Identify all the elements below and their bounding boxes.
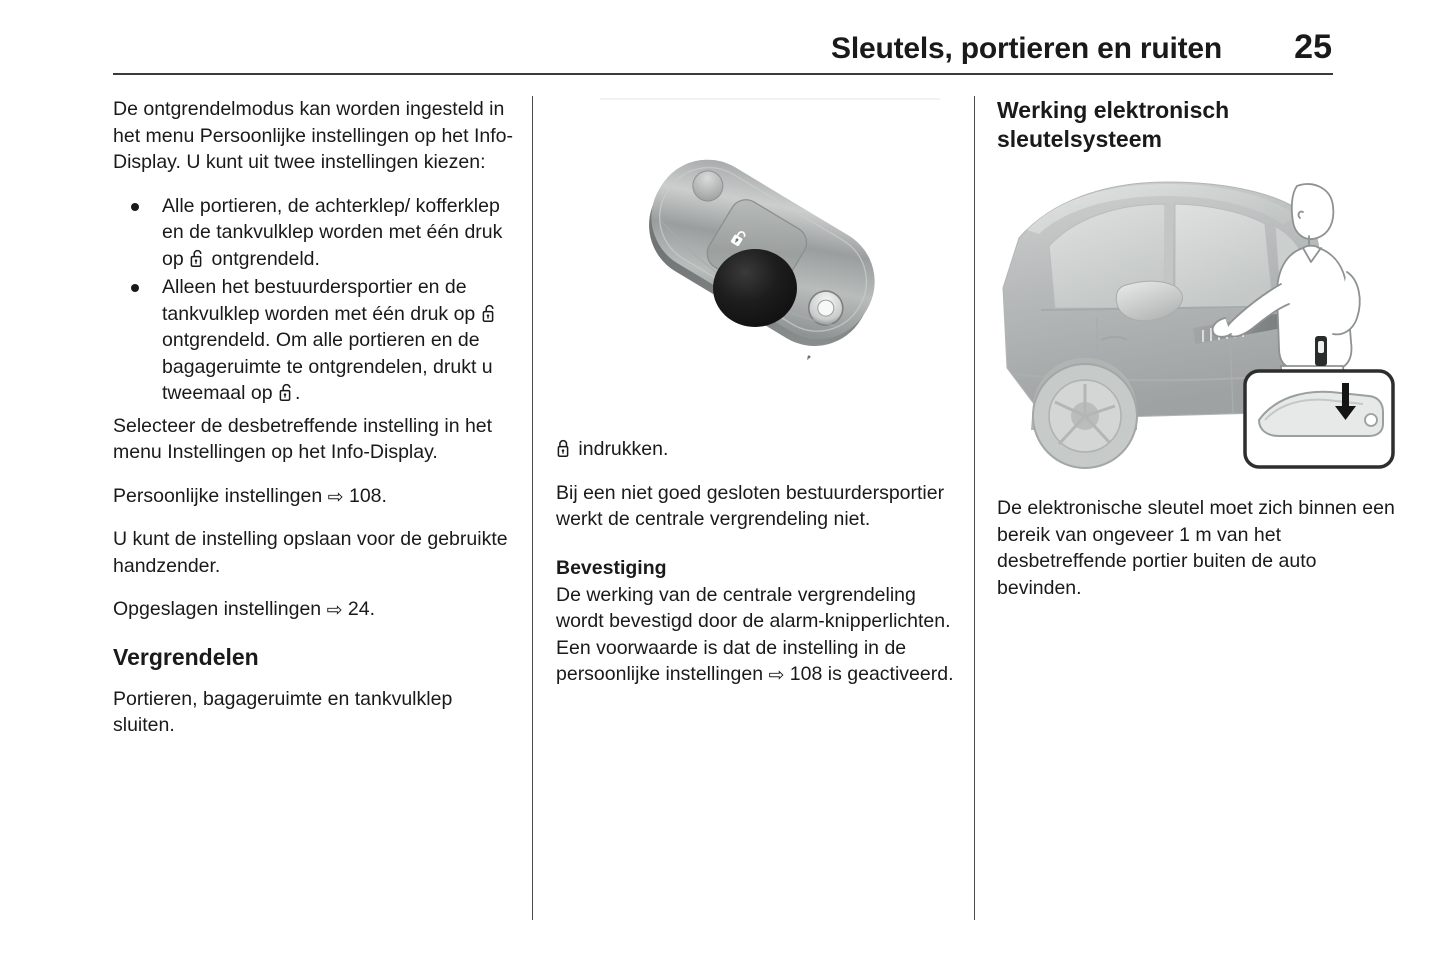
reference-arrow-icon: ⇨ xyxy=(326,600,343,621)
key-range-paragraph: De elektronische sleutel moet zich binnen een bereik van ongeveer 1 m van het desbetreffende portier buiten de auto bevinden. xyxy=(997,497,1395,599)
intro-paragraph: De ontgrendelmodus kan worden ingesteld in het menu Persoonlijke instellingen op het Info-Display. U kunt uit twee instellingen kiezen: xyxy=(113,98,513,173)
left-column xyxy=(113,96,513,756)
bullet-dot-icon xyxy=(131,203,139,211)
column-divider-left xyxy=(532,96,533,920)
list-item xyxy=(113,193,513,273)
confirmation-paragraph xyxy=(556,582,956,688)
select-setting-paragraph: Selecteer de desbetreffende instelling in het menu Instellingen op het Info-Display. xyxy=(113,414,493,463)
bullet-text-part-1: Alle portieren, de achterklep/ kofferklep en de tankvulklep worden met één druk op xyxy=(162,194,503,270)
reference-arrow-icon: ⇨ xyxy=(327,486,344,508)
unlock-icon xyxy=(279,383,294,402)
bullet-dot-icon xyxy=(131,284,139,292)
press-lock-instruction xyxy=(556,436,956,463)
reference-label: Opgeslagen instellingen xyxy=(113,598,322,620)
bullet-text-part-1: Alleen het bestuurdersportier en de tankvulklep worden met één druk op xyxy=(162,276,481,325)
bullet-text-part-3: . xyxy=(294,382,301,404)
bullet-text-part-2: ontgrendeld. xyxy=(206,247,320,270)
right-column xyxy=(997,96,1397,618)
door-handle-inset xyxy=(1245,371,1393,467)
reference-saved-settings xyxy=(113,596,513,623)
section-heading-werking-elektronisch-sleutelsysteem: Werking elektronisch sleutelsysteem xyxy=(997,97,1230,152)
confirmation-text-part-2: 108 is geactiveerd. xyxy=(784,663,954,685)
unlock-icon xyxy=(190,249,205,268)
reference-page: 24. xyxy=(347,598,376,620)
page-title: Sleutels, portieren en ruiten xyxy=(831,32,1222,65)
save-setting-paragraph: U kunt de instelling opslaan voor de gebruikte handzender. xyxy=(113,528,508,577)
unlock-icon xyxy=(482,304,497,323)
reference-label: Persoonlijke instellingen xyxy=(113,484,323,507)
door-not-closed-paragraph: Bij een niet goed gesloten bestuurdersportier werkt de centrale vergrendeling niet. xyxy=(556,481,945,530)
confirmation-text-part-1: De werking van de centrale vergrendeling wordt bevestigd door de alarm-knipperlichten. Een voorwaarde is dat de instelling in de persoonlijke instellingen xyxy=(556,583,951,685)
column-divider-right xyxy=(974,96,975,920)
reference-arrow-icon: ⇨ xyxy=(768,665,785,686)
electronic-key-icon xyxy=(1315,336,1327,366)
press-lock-text: indrukken. xyxy=(573,438,669,460)
person-at-car-door-illustration xyxy=(997,168,1397,473)
reference-personal-settings xyxy=(113,483,513,510)
page-number: 25 xyxy=(1294,28,1332,66)
locking-paragraph: Portieren, bagageruimte en tankvulklep sluiten. xyxy=(113,687,453,736)
lock-icon xyxy=(557,439,572,458)
header-rule xyxy=(113,73,1333,75)
key-lock-icon xyxy=(802,346,818,363)
list-item xyxy=(113,274,513,407)
unlock-mode-bullet-list xyxy=(113,193,513,407)
middle-column xyxy=(556,96,956,705)
subsection-heading-bevestiging: Bevestiging xyxy=(556,556,667,579)
bullet-text-part-2: ontgrendeld. Om alle portieren en de bagageruimte te ontgrendelen, drukt u tweemaal op xyxy=(162,329,493,404)
page-header xyxy=(113,28,1332,76)
section-heading-vergrendelen: Vergrendelen xyxy=(113,643,259,670)
remote-key-fob-illustration xyxy=(556,100,956,430)
reference-page: 108. xyxy=(348,484,387,507)
